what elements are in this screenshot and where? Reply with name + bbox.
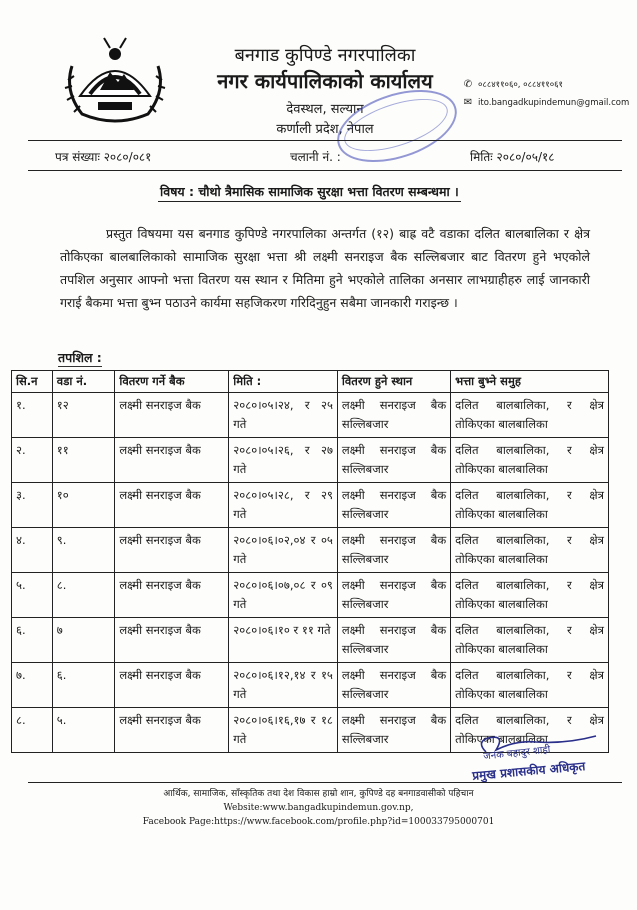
phone-icon: ✆ <box>463 79 473 90</box>
letter-number: पत्र संख्याः २०८०/०८१ <box>55 150 152 164</box>
table-header-row <box>12 371 609 393</box>
cell-ward: ५. <box>52 708 115 753</box>
phone-row <box>462 76 629 94</box>
cell-ward: ८. <box>52 573 115 618</box>
cell-sn: २. <box>12 438 53 483</box>
cell-date: २०८०।०६।०७,०८ र ०९ गते <box>229 573 338 618</box>
col-header-group: भत्ता बुभ्ने समुह <box>451 371 609 393</box>
email-row <box>462 94 629 112</box>
table-row <box>12 483 609 528</box>
email-address: ito.bangadkupindemun@gmail.com <box>478 98 630 108</box>
contact-info <box>462 76 629 112</box>
cell-date: २०८०।०६।०२,०४ र ०५ गते <box>229 528 338 573</box>
cell-place: लक्ष्मी सनराइज बैक सल्लिबजार <box>337 393 450 438</box>
body-paragraph: प्रस्तुत विषयमा यस बनगाड कुपिण्डे नगरपालिका अन्तर्गत (१२) बाह्र वटै वडाका दलित बालबालिका र क्षेत्र तोकिएका बालबालिकाको सामाजिक सुरक्षा भत्ता श्री लक्ष्मी सनराइज बैक सल्लिबजार बाट वितरण हुने भएकोले तपशिल अनुसार आफ्नो भत्ता वितरण यस स्थान र मितिमा हुने भएकोले तालिका अनसार लाभग्राहीहरु लाई जानकारी गराई बैकमा भत्ता बुभ्न पठाउने कार्यमा सहजिकरण गरिदिनुहुन सबैमा जानकारी गराइन्छ । <box>60 226 590 310</box>
cell-place: लक्ष्मी सनराइज बैक सल्लिबजार <box>337 663 450 708</box>
cell-sn: ४. <box>12 528 53 573</box>
reference-divider <box>28 170 622 171</box>
table-row <box>12 438 609 483</box>
col-header-bank: वितरण गर्ने बैक <box>115 371 229 393</box>
cell-group: दलित बालबालिका, र क्षेत्र तोकिएका बालबालिका <box>451 573 609 618</box>
footer-facebook: Facebook Page:https://www.facebook.com/profile.php?id=100033795000701 <box>142 817 495 827</box>
cell-group: दलित बालबालिका, र क्षेत्र तोकिएका बालबालिका <box>451 438 609 483</box>
cell-bank: लक्ष्मी सनराइज बैक <box>115 393 229 438</box>
cell-group: दलित बालबालिका, र क्षेत्र तोकिएका बालबालिका <box>451 708 609 753</box>
cell-date: २०८०।०५।२४, र २५ गते <box>229 393 338 438</box>
table-row <box>12 618 609 663</box>
cell-bank: लक्ष्मी सनराइज बैक <box>115 708 229 753</box>
cell-date: २०८०।०६।१२,१४ र १५ गते <box>229 663 338 708</box>
cell-sn: ३. <box>12 483 53 528</box>
office-name: नगर कार्यपालिकाको कार्यालय <box>217 69 433 93</box>
cell-bank: लक्ष्मी सनराइज बैक <box>115 573 229 618</box>
cell-place: लक्ष्मी सनराइज बैक सल्लिबजार <box>337 483 450 528</box>
letter-date: मितिः २०८०/०५/१८ <box>470 150 555 164</box>
table-row <box>12 393 609 438</box>
cell-sn: १. <box>12 393 53 438</box>
cell-date: २०८०।०६।१० र ११ गते <box>229 618 338 663</box>
cell-ward: ११ <box>52 438 115 483</box>
table-row <box>12 528 609 573</box>
phone-number: ०८८४११०६०, ०८८४११०६१ <box>478 80 563 90</box>
footer-divider <box>28 782 622 783</box>
cell-ward: १२ <box>52 393 115 438</box>
nepal-emblem-logo <box>60 36 170 124</box>
cell-bank: लक्ष्मी सनराइज बैक <box>115 663 229 708</box>
cell-date: २०८०।०६।१६,१७ र १८ गते <box>229 708 338 753</box>
municipality-name: बनगाड कुपिण्डे नगरपालिका <box>234 45 416 66</box>
footer-slogan: आर्थिक, सामाजिक, साँस्कृतिक तथा देश विकास हाम्रो शान, कुपिण्डे दह बनगाडवासीको पहिचान <box>163 789 474 799</box>
signatory-name: जनक बहादुर शाही <box>482 744 551 763</box>
col-header-place: वितरण हुने स्थान <box>337 371 450 393</box>
table-body <box>12 393 609 753</box>
cell-ward: १० <box>52 483 115 528</box>
cell-group: दलित बालबालिका, र क्षेत्र तोकिएका बालबालिका <box>451 618 609 663</box>
signatory-title: प्रमुख प्रशासकीय अधिकृत <box>471 759 586 783</box>
tapsil-label: तपशिल : <box>58 350 102 365</box>
cell-group: दलित बालबालिका, र क्षेत्र तोकिएका बालबालिका <box>451 393 609 438</box>
col-header-sn: सि.न <box>12 371 53 393</box>
col-header-date: मिति : <box>229 371 338 393</box>
table-row <box>12 663 609 708</box>
cell-place: लक्ष्मी सनराइज बैक सल्लिबजार <box>337 618 450 663</box>
cell-bank: लक्ष्मी सनराइज बैक <box>115 618 229 663</box>
cell-bank: लक्ष्मी सनराइज बैक <box>115 483 229 528</box>
email-icon: ✉ <box>463 97 473 108</box>
cell-ward: ९. <box>52 528 115 573</box>
cell-date: २०८०।०५।२८, र २९ गते <box>229 483 338 528</box>
subject-line: विषय : चौथो त्रैमासिक सामाजिक सुरक्षा भत्ता वितरण सम्बन्धमा । <box>158 183 461 202</box>
cell-bank: लक्ष्मी सनराइज बैक <box>115 528 229 573</box>
cell-sn: ५. <box>12 573 53 618</box>
address-line-2: कर्णाली प्रदेश, नेपाल <box>276 122 374 137</box>
cell-ward: ६. <box>52 663 115 708</box>
dispatch-number: चलानी नं. : <box>290 150 341 164</box>
cell-place: लक्ष्मी सनराइज बैक सल्लिबजार <box>337 573 450 618</box>
distribution-schedule-table <box>11 370 609 753</box>
cell-place: लक्ष्मी सनराइज बैक सल्लिबजार <box>337 528 450 573</box>
footer-website: Website:www.bangadkupindemun.gov.np, <box>223 803 414 813</box>
cell-bank: लक्ष्मी सनराइज बैक <box>115 438 229 483</box>
header-divider <box>28 140 622 141</box>
cell-group: दलित बालबालिका, र क्षेत्र तोकिएका बालबालिका <box>451 483 609 528</box>
cell-ward: ७ <box>52 618 115 663</box>
cell-place: लक्ष्मी सनराइज बैक सल्लिबजार <box>337 708 450 753</box>
cell-group: दलित बालबालिका, र क्षेत्र तोकिएका बालबालिका <box>451 528 609 573</box>
cell-group: दलित बालबालिका, र क्षेत्र तोकिएका बालबालिका <box>451 663 609 708</box>
col-header-ward: वडा नं. <box>52 371 115 393</box>
cell-sn: ६. <box>12 618 53 663</box>
address-line-1: देवस्थल, सल्यान <box>286 102 364 117</box>
cell-sn: ८. <box>12 708 53 753</box>
cell-sn: ७. <box>12 663 53 708</box>
table-row <box>12 573 609 618</box>
cell-place: लक्ष्मी सनराइज बैक सल्लिबजार <box>337 438 450 483</box>
cell-date: २०८०।०५।२६, र २७ गते <box>229 438 338 483</box>
